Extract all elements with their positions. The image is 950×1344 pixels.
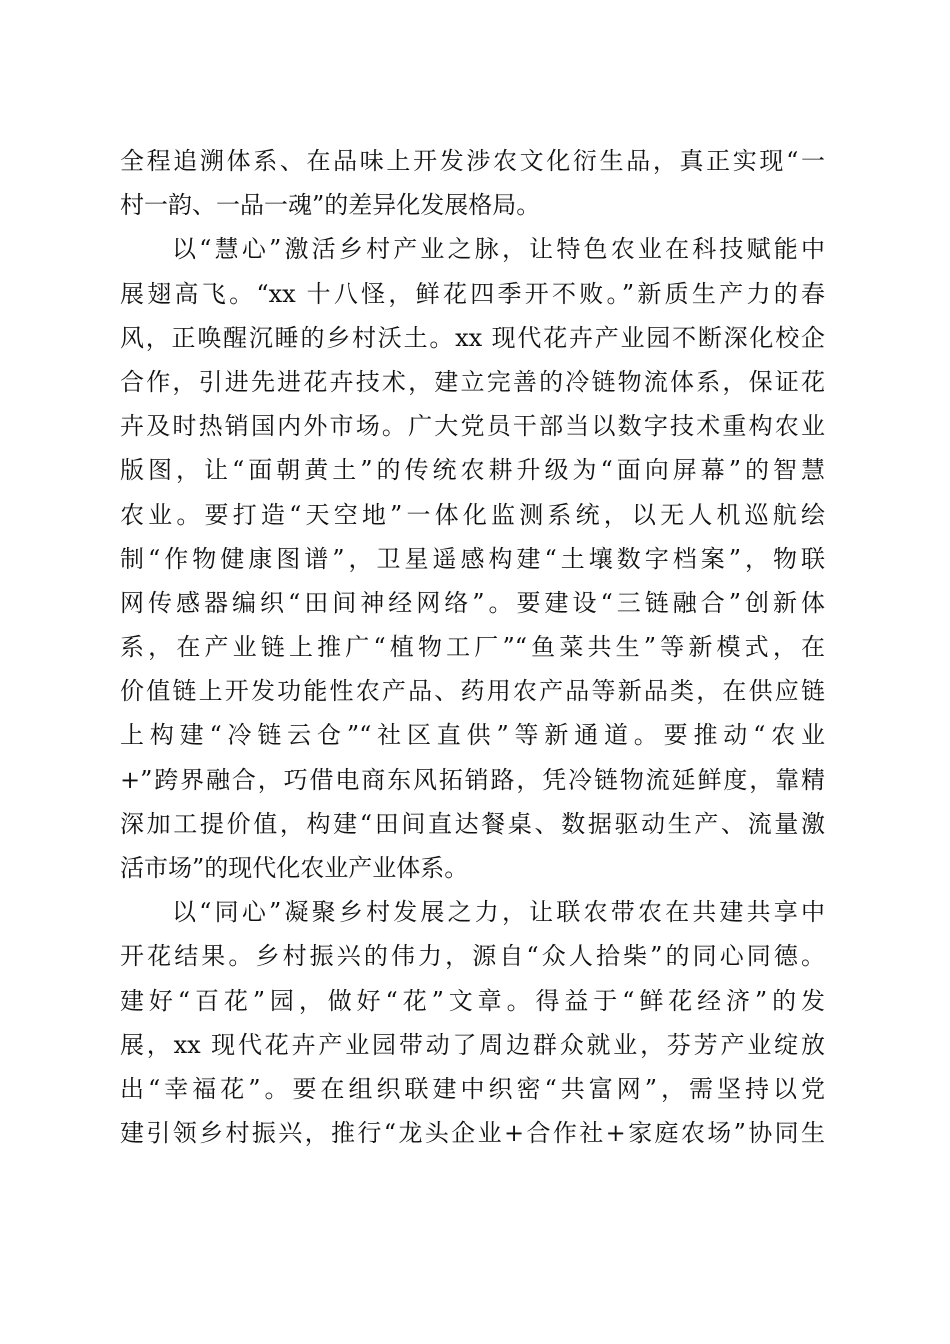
text-line: 展翅高飞。“xx 十八怪，鲜花四季开不败。”新质生产力的春 xyxy=(120,279,825,308)
text-line: 上构建“冷链云仓”“社区直供”等新通道。要推动“农业 xyxy=(120,721,825,750)
text-line: 风，正唤醒沉睡的乡村沃土。xx 现代花卉产业园不断深化校企 xyxy=(120,323,825,352)
paragraph-start-line: 以“慧心”激活乡村产业之脉，让特色农业在科技赋能中 xyxy=(172,235,825,264)
text-line: 版图，让“面朝黄土”的传统农耕升级为“面向屏幕”的智慧 xyxy=(120,456,825,485)
body-text xyxy=(120,139,825,1155)
paragraph-start-line: 以“同心”凝聚乡村发展之力，让联农带农在共建共享中 xyxy=(172,898,825,927)
text-line: 价值链上开发功能性农产品、药用农产品等新品类，在供应链 xyxy=(120,677,825,706)
text-line: 合作，引进先进花卉技术，建立完善的冷链物流体系，保证花 xyxy=(120,367,825,396)
text-line: 农业。要打造“天空地”一体化监测系统，以无人机巡航绘 xyxy=(120,500,825,529)
text-line: 全程追溯体系、在品味上开发涉农文化衍生品，真正实现“一 xyxy=(120,147,825,175)
text-line: 出“幸福花”。要在组织联建中织密“共富网”，需坚持以党 xyxy=(120,1074,825,1103)
text-line: 制“作物健康图谱”，卫星遥感构建“土壤数字档案”，物联 xyxy=(120,544,825,573)
text-line: 深加工提价值，构建“田间直达餐桌、数据驱动生产、流量激 xyxy=(120,809,825,838)
text-line: 开花结果。乡村振兴的伟力，源自“众人拾柴”的同心同德。 xyxy=(120,942,825,971)
text-line: 建引领乡村振兴，推行“龙头企业+合作社+家庭农场”协同生 xyxy=(120,1119,825,1148)
text-line: 活市场”的现代化农业产业体系。 xyxy=(120,854,469,882)
text-line: 卉及时热销国内外市场。广大党员干部当以数字技术重构农业 xyxy=(120,412,825,441)
text-line: 展，xx 现代花卉产业园带动了周边群众就业，芬芳产业绽放 xyxy=(120,1030,825,1059)
text-line: 系，在产业链上推广“植物工厂”“鱼菜共生”等新模式，在 xyxy=(120,633,825,662)
text-line: +”跨界融合，巧借电商东风拓销路，凭冷链物流延鲜度，靠精 xyxy=(120,765,825,794)
text-line: 建好“百花”园，做好“花”文章。得益于“鲜花经济”的发 xyxy=(120,986,825,1015)
text-line: 网传感器编织“田间神经网络”。要建设“三链融合”创新体 xyxy=(120,588,825,617)
text-line: 村一韵、一品一魂”的差异化发展格局。 xyxy=(120,191,541,220)
